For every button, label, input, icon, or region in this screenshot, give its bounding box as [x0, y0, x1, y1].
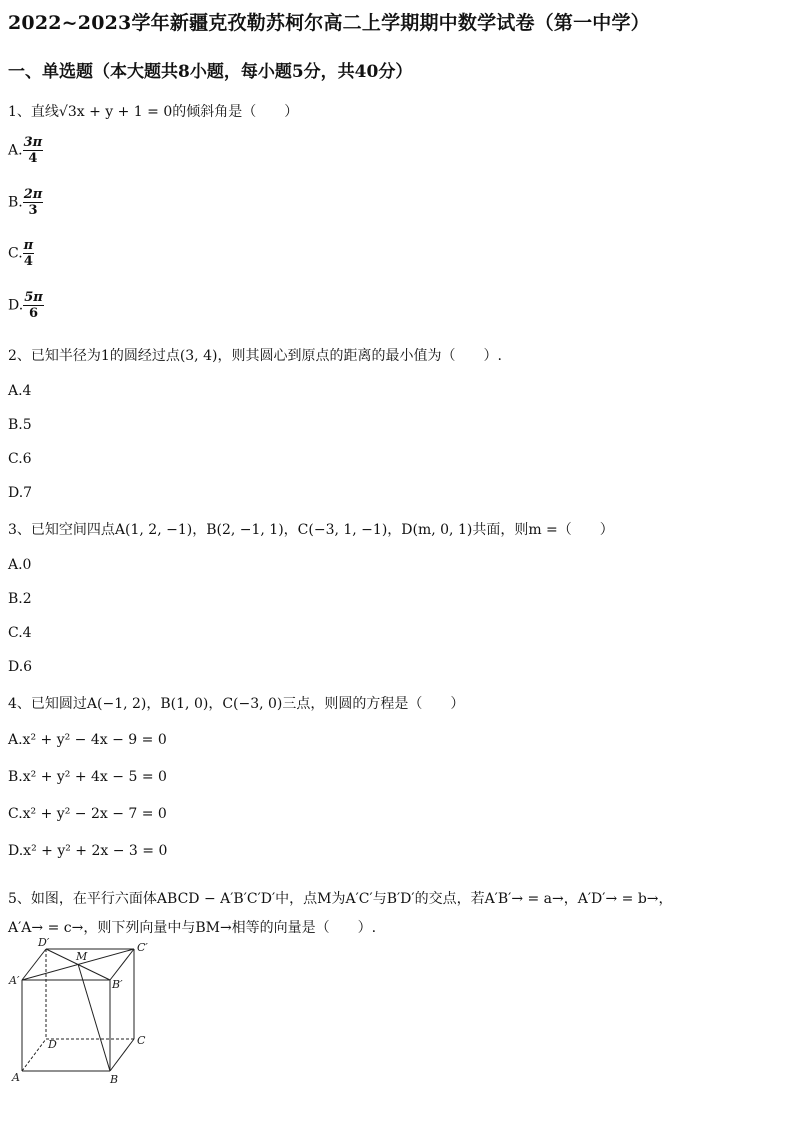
- label-a1: A′: [9, 974, 20, 987]
- question-5-stem-line2: A′A→ = c→，则下列向量中与BM→相等的向量是（ ）.: [8, 920, 377, 936]
- parallelepiped-figure: [8, 936, 158, 1086]
- question-3-stem: 3、已知空间四点A(1, 2, −1)，B(2, −1, 1)，C(−3, 1, −1)，D(m, 0, 1)共面，则m =（ ）: [8, 522, 614, 538]
- label-c1: C′: [137, 941, 148, 954]
- label-b: B: [110, 1073, 119, 1086]
- question-3-option-c: C.4: [8, 625, 32, 641]
- question-1-stem: 1、直线√3x + y + 1 = 0的倾斜角是（ ）: [8, 104, 299, 120]
- question-1-option-c: [8, 238, 34, 269]
- label-b1: B′: [112, 978, 123, 991]
- edge-c1-b1: [110, 949, 134, 980]
- question-5-stem-line1: 5、如图，在平行六面体ABCD − A′B′C′D′中，点M为A′C′与B′D′的交点，若A′B′→ = a→，A′D′→ = b→，: [8, 891, 673, 907]
- question-1-option-b: [8, 187, 43, 218]
- label-c: C: [137, 1034, 146, 1047]
- question-2-option-a: A.4: [8, 383, 32, 399]
- question-2-option-c: C.6: [8, 451, 32, 467]
- question-1-option-a: [8, 135, 43, 166]
- option-label: B.: [8, 194, 23, 211]
- question-4-option-d: D.x² + y² + 2x − 3 = 0: [8, 843, 168, 859]
- option-label: D.: [8, 297, 24, 314]
- edge-d1-a1: [22, 949, 46, 980]
- edge-b-c: [110, 1039, 134, 1071]
- fraction: $\frac{2\pi}{3}$: [23, 187, 43, 218]
- question-4-option-a: A.x² + y² − 4x − 9 = 0: [8, 732, 167, 748]
- fraction: $\frac{3\pi}{4}$: [23, 135, 43, 166]
- question-3-option-a: A.0: [8, 557, 32, 573]
- question-4-option-c: C.x² + y² − 2x − 7 = 0: [8, 806, 167, 822]
- question-3-option-d: D.6: [8, 659, 33, 675]
- option-label: A.: [8, 142, 23, 159]
- fraction: $\frac{\pi}{4}$: [23, 238, 34, 269]
- question-3-option-b: B.2: [8, 591, 32, 607]
- question-1-option-d: [8, 290, 44, 321]
- page-title: 2022~2023学年新疆克孜勒苏柯尔高二上学期期中数学试卷（第一中学）: [8, 12, 650, 34]
- question-2-stem: 2、已知半径为1的圆经过点(3, 4)，则其圆心到原点的距离的最小值为（ ）.: [8, 348, 502, 364]
- edge-a-d-hidden: [22, 1039, 46, 1071]
- question-4-stem: 4、已知圆过A(−1, 2)，B(1, 0)，C(−3, 0)三点，则圆的方程是（ ）: [8, 696, 465, 712]
- label-d1: D′: [38, 936, 50, 949]
- section-heading: 一、单选题（本大题共8小题，每小题5分，共40分）: [8, 62, 413, 82]
- question-2-option-b: B.5: [8, 417, 32, 433]
- question-2-option-d: D.7: [8, 485, 33, 501]
- label-m: M: [76, 950, 88, 963]
- fraction: $\frac{5\pi}{6}$: [24, 290, 43, 321]
- label-a: A: [12, 1071, 20, 1084]
- question-4-option-b: B.x² + y² + 4x − 5 = 0: [8, 769, 167, 785]
- label-d: D: [48, 1038, 57, 1051]
- option-label: C.: [8, 245, 23, 262]
